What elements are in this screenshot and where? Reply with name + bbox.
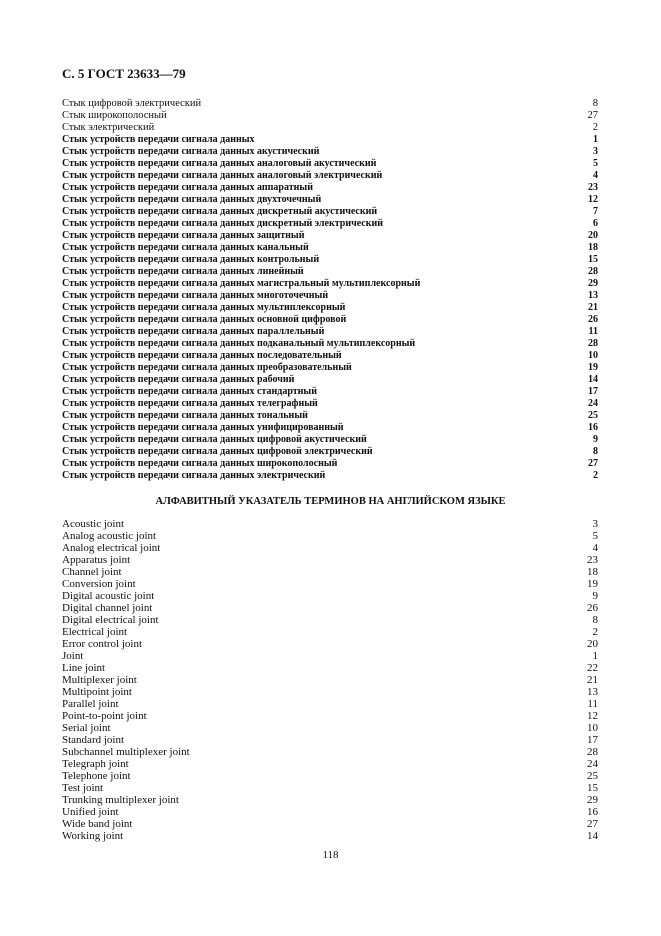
index-page-ref: 25 (588, 410, 598, 421)
index-term: Стык устройств передачи сигнала данных двухточечный (62, 194, 322, 205)
index-page-ref: 23 (588, 182, 598, 193)
index-term: Joint (62, 650, 84, 662)
index-entry (62, 254, 598, 266)
index-entry (62, 398, 598, 410)
index-entry (62, 746, 598, 758)
index-term: Стык устройств передачи сигнала данных электрический (62, 470, 326, 481)
index-term: Стык устройств передачи сигнала данных рабочий (62, 374, 295, 385)
index-term: Serial joint (62, 722, 111, 734)
index-term: Conversion joint (62, 578, 136, 590)
index-term: Channel joint (62, 566, 122, 578)
index-entry (62, 770, 598, 782)
index-page-ref: 25 (587, 770, 598, 782)
index-term: Digital electrical joint (62, 614, 159, 626)
index-term: Стык устройств передачи сигнала данных преобразовательный (62, 362, 352, 373)
index-term: Стык устройств передачи сигнала данных контрольный (62, 254, 320, 265)
index-page-ref: 13 (588, 290, 598, 301)
index-entry (62, 374, 598, 386)
index-page-ref: 24 (587, 758, 598, 770)
index-page-ref: 11 (587, 698, 598, 710)
index-entry (62, 818, 598, 830)
index-term: Working joint (62, 830, 124, 842)
index-page-ref: 28 (588, 338, 598, 349)
index-page-ref: 13 (587, 686, 598, 698)
index-entry (62, 614, 598, 626)
index-term: Стык устройств передачи сигнала данных защитный (62, 230, 305, 241)
index-term: Telephone joint (62, 770, 131, 782)
index-term: Стык устройств передачи сигнала данных тональный (62, 410, 308, 421)
index-term: Trunking multiplexer joint (62, 794, 179, 806)
index-term: Стык устройств передачи сигнала данных стандартный (62, 386, 317, 397)
index-term: Стык устройств передачи сигнала данных дискретный электрический (62, 218, 384, 229)
index-page-ref: 9 (592, 590, 598, 602)
index-page-ref: 2 (593, 470, 598, 481)
page-number: 118 (322, 849, 339, 861)
index-entry (62, 266, 598, 278)
index-entry (62, 650, 598, 662)
index-term: Стык устройств передачи сигнала данных многоточечный (62, 290, 329, 301)
index-page-ref: 19 (587, 578, 598, 590)
index-page-ref: 4 (593, 170, 598, 181)
index-page-ref: 8 (592, 98, 598, 109)
index-page-ref: 12 (588, 194, 598, 205)
index-entry (62, 530, 598, 542)
index-entry (62, 182, 598, 194)
index-page-ref: 20 (587, 638, 598, 650)
index-entry (62, 710, 598, 722)
index-page-ref: 15 (588, 254, 598, 265)
index-page-ref: 17 (587, 734, 598, 746)
index-entry (62, 590, 598, 602)
index-term: Стык устройств передачи сигнала данных подканальный мультиплексорный (62, 338, 416, 349)
index-term: Стык электрический (62, 122, 155, 133)
index-entry (62, 686, 598, 698)
index-page-ref: 21 (588, 302, 598, 313)
index-entry (62, 134, 598, 146)
index-entry (62, 446, 598, 458)
index-page-ref: 10 (588, 350, 598, 361)
index-entry (62, 806, 598, 818)
index-entry (62, 458, 598, 470)
index-page-ref: 29 (587, 794, 598, 806)
index-page-ref: 14 (587, 830, 598, 842)
index-entry (62, 638, 598, 650)
index-page-ref: 1 (593, 134, 598, 145)
index-term: Стык устройств передачи сигнала данных линейный (62, 266, 304, 277)
index-entry (62, 782, 598, 794)
index-entry (62, 122, 598, 134)
index-term: Стык устройств передачи сигнала данных параллельный (62, 326, 325, 337)
index-term: Стык устройств передачи сигнала данных унифицированный (62, 422, 344, 433)
index-page-ref: 5 (593, 158, 598, 169)
index-term: Стык устройств передачи сигнала данных магистральный мультиплексорный (62, 278, 421, 289)
index-entry (62, 338, 598, 350)
index-page-ref: 17 (588, 386, 598, 397)
index-entry (62, 290, 598, 302)
index-entry (62, 158, 598, 170)
index-entry (62, 542, 598, 554)
index-page-ref: 1 (592, 650, 598, 662)
index-entry (62, 206, 598, 218)
index-entry (62, 98, 598, 110)
index-entry (62, 434, 598, 446)
index-page-ref: 15 (587, 782, 598, 794)
index-term: Стык устройств передачи сигнала данных дискретный акустический (62, 206, 378, 217)
index-page-ref: 26 (588, 314, 598, 325)
index-entry (62, 278, 598, 290)
index-entry (62, 758, 598, 770)
index-page-ref: 2 (592, 122, 598, 133)
index-entry (62, 242, 598, 254)
index-entry (62, 698, 598, 710)
index-page-ref: 18 (587, 566, 598, 578)
index-entry (62, 722, 598, 734)
index-page-ref: 23 (587, 554, 598, 566)
index-page-ref: 26 (587, 602, 598, 614)
index-page-ref: 11 (588, 326, 598, 337)
index-page-ref: 6 (593, 218, 598, 229)
index-page-ref: 21 (587, 674, 598, 686)
index-term: Test joint (62, 782, 104, 794)
index-entry (62, 674, 598, 686)
index-page-ref: 28 (588, 266, 598, 277)
index-entry (62, 602, 598, 614)
index-entry (62, 518, 598, 530)
index-entry (62, 410, 598, 422)
index-term: Стык устройств передачи сигнала данных аналоговый акустический (62, 158, 377, 169)
index-term: Стык устройств передачи сигнала данных (62, 134, 255, 145)
index-page-ref: 8 (592, 614, 598, 626)
index-term: Wide band joint (62, 818, 133, 830)
index-page-ref: 14 (588, 374, 598, 385)
index-term: Digital acoustic joint (62, 590, 155, 602)
index-page-ref: 24 (588, 398, 598, 409)
index-term: Line joint (62, 662, 106, 674)
index-term: Point-to-point joint (62, 710, 147, 722)
index-page-ref: 20 (588, 230, 598, 241)
index-entry (62, 470, 598, 482)
index-term: Multipoint joint (62, 686, 132, 698)
index-page-ref: 27 (587, 110, 598, 121)
index-entry (62, 314, 598, 326)
index-term: Стык устройств передачи сигнала данных цифровой электрический (62, 446, 373, 457)
index-term: Digital channel joint (62, 602, 153, 614)
index-entry (62, 578, 598, 590)
index-page-ref: 4 (592, 542, 598, 554)
index-entry (62, 110, 598, 122)
index-term: Стык устройств передачи сигнала данных последовательный (62, 350, 342, 361)
index-page-ref: 3 (593, 146, 598, 157)
english-term-index (62, 518, 598, 842)
index-entry (62, 794, 598, 806)
index-term: Telegraph joint (62, 758, 129, 770)
index-page-ref: 2 (592, 626, 598, 638)
index-entry (62, 362, 598, 374)
index-term: Multiplexer joint (62, 674, 137, 686)
index-page-ref: 9 (593, 434, 598, 445)
index-entry (62, 302, 598, 314)
index-entry (62, 230, 598, 242)
index-page-ref: 8 (593, 446, 598, 457)
index-term: Parallel joint (62, 698, 119, 710)
index-term: Electrical joint (62, 626, 128, 638)
page-header: С. 5 ГОСТ 23633—79 (62, 66, 186, 81)
index-term: Apparatus joint (62, 554, 131, 566)
index-page-ref: 3 (592, 518, 598, 530)
index-entry (62, 218, 598, 230)
index-page-ref: 27 (588, 458, 598, 469)
index-term: Стык устройств передачи сигнала данных аппаратный (62, 182, 313, 193)
index-term: Стык устройств передачи сигнала данных аналоговый электрический (62, 170, 383, 181)
index-term: Subchannel multiplexer joint (62, 746, 190, 758)
index-term: Стык устройств передачи сигнала данных акустический (62, 146, 320, 157)
index-term: Error control joint (62, 638, 143, 650)
index-entry (62, 554, 598, 566)
index-page-ref: 22 (587, 662, 598, 674)
index-page-ref: 5 (592, 530, 598, 542)
index-term: Analog electrical joint (62, 542, 161, 554)
index-term: Стык устройств передачи сигнала данных основной цифровой (62, 314, 347, 325)
index-entry (62, 422, 598, 434)
index-page-ref: 29 (588, 278, 598, 289)
index-page-ref: 16 (588, 422, 598, 433)
index-term: Unified joint (62, 806, 119, 818)
index-term: Acoustic joint (62, 518, 125, 530)
index-page-ref: 12 (587, 710, 598, 722)
index-entry (62, 386, 598, 398)
index-entry (62, 830, 598, 842)
index-term: Стык устройств передачи сигнала данных широкополосный (62, 458, 338, 469)
index-entry (62, 170, 598, 182)
index-page-ref: 28 (587, 746, 598, 758)
index-term: Стык широкополосный (62, 110, 167, 121)
index-term: Стык устройств передачи сигнала данных мультиплексорный (62, 302, 346, 313)
index-entry (62, 566, 598, 578)
index-page-ref: 10 (587, 722, 598, 734)
index-page-ref: 16 (587, 806, 598, 818)
index-entry (62, 350, 598, 362)
index-entry (62, 626, 598, 638)
index-page-ref: 7 (593, 206, 598, 217)
index-entry (62, 734, 598, 746)
index-term: Стык устройств передачи сигнала данных телеграфный (62, 398, 318, 409)
index-entry (62, 194, 598, 206)
index-page-ref: 18 (588, 242, 598, 253)
index-page-ref: 19 (588, 362, 598, 373)
index-term: Стык цифровой электрический (62, 98, 202, 109)
russian-term-index (62, 98, 598, 482)
index-entry (62, 662, 598, 674)
index-term: Стык устройств передачи сигнала данных канальный (62, 242, 309, 253)
index-term: Analog acoustic joint (62, 530, 157, 542)
index-entry (62, 326, 598, 338)
index-term: Standard joint (62, 734, 125, 746)
index-term: Стык устройств передачи сигнала данных цифровой акустический (62, 434, 367, 445)
index-page-ref: 27 (587, 818, 598, 830)
english-index-title: АЛФАВИТНЫЙ УКАЗАТЕЛЬ ТЕРМИНОВ НА АНГЛИЙСКОМ ЯЗЫКЕ (155, 496, 506, 507)
index-entry (62, 146, 598, 158)
